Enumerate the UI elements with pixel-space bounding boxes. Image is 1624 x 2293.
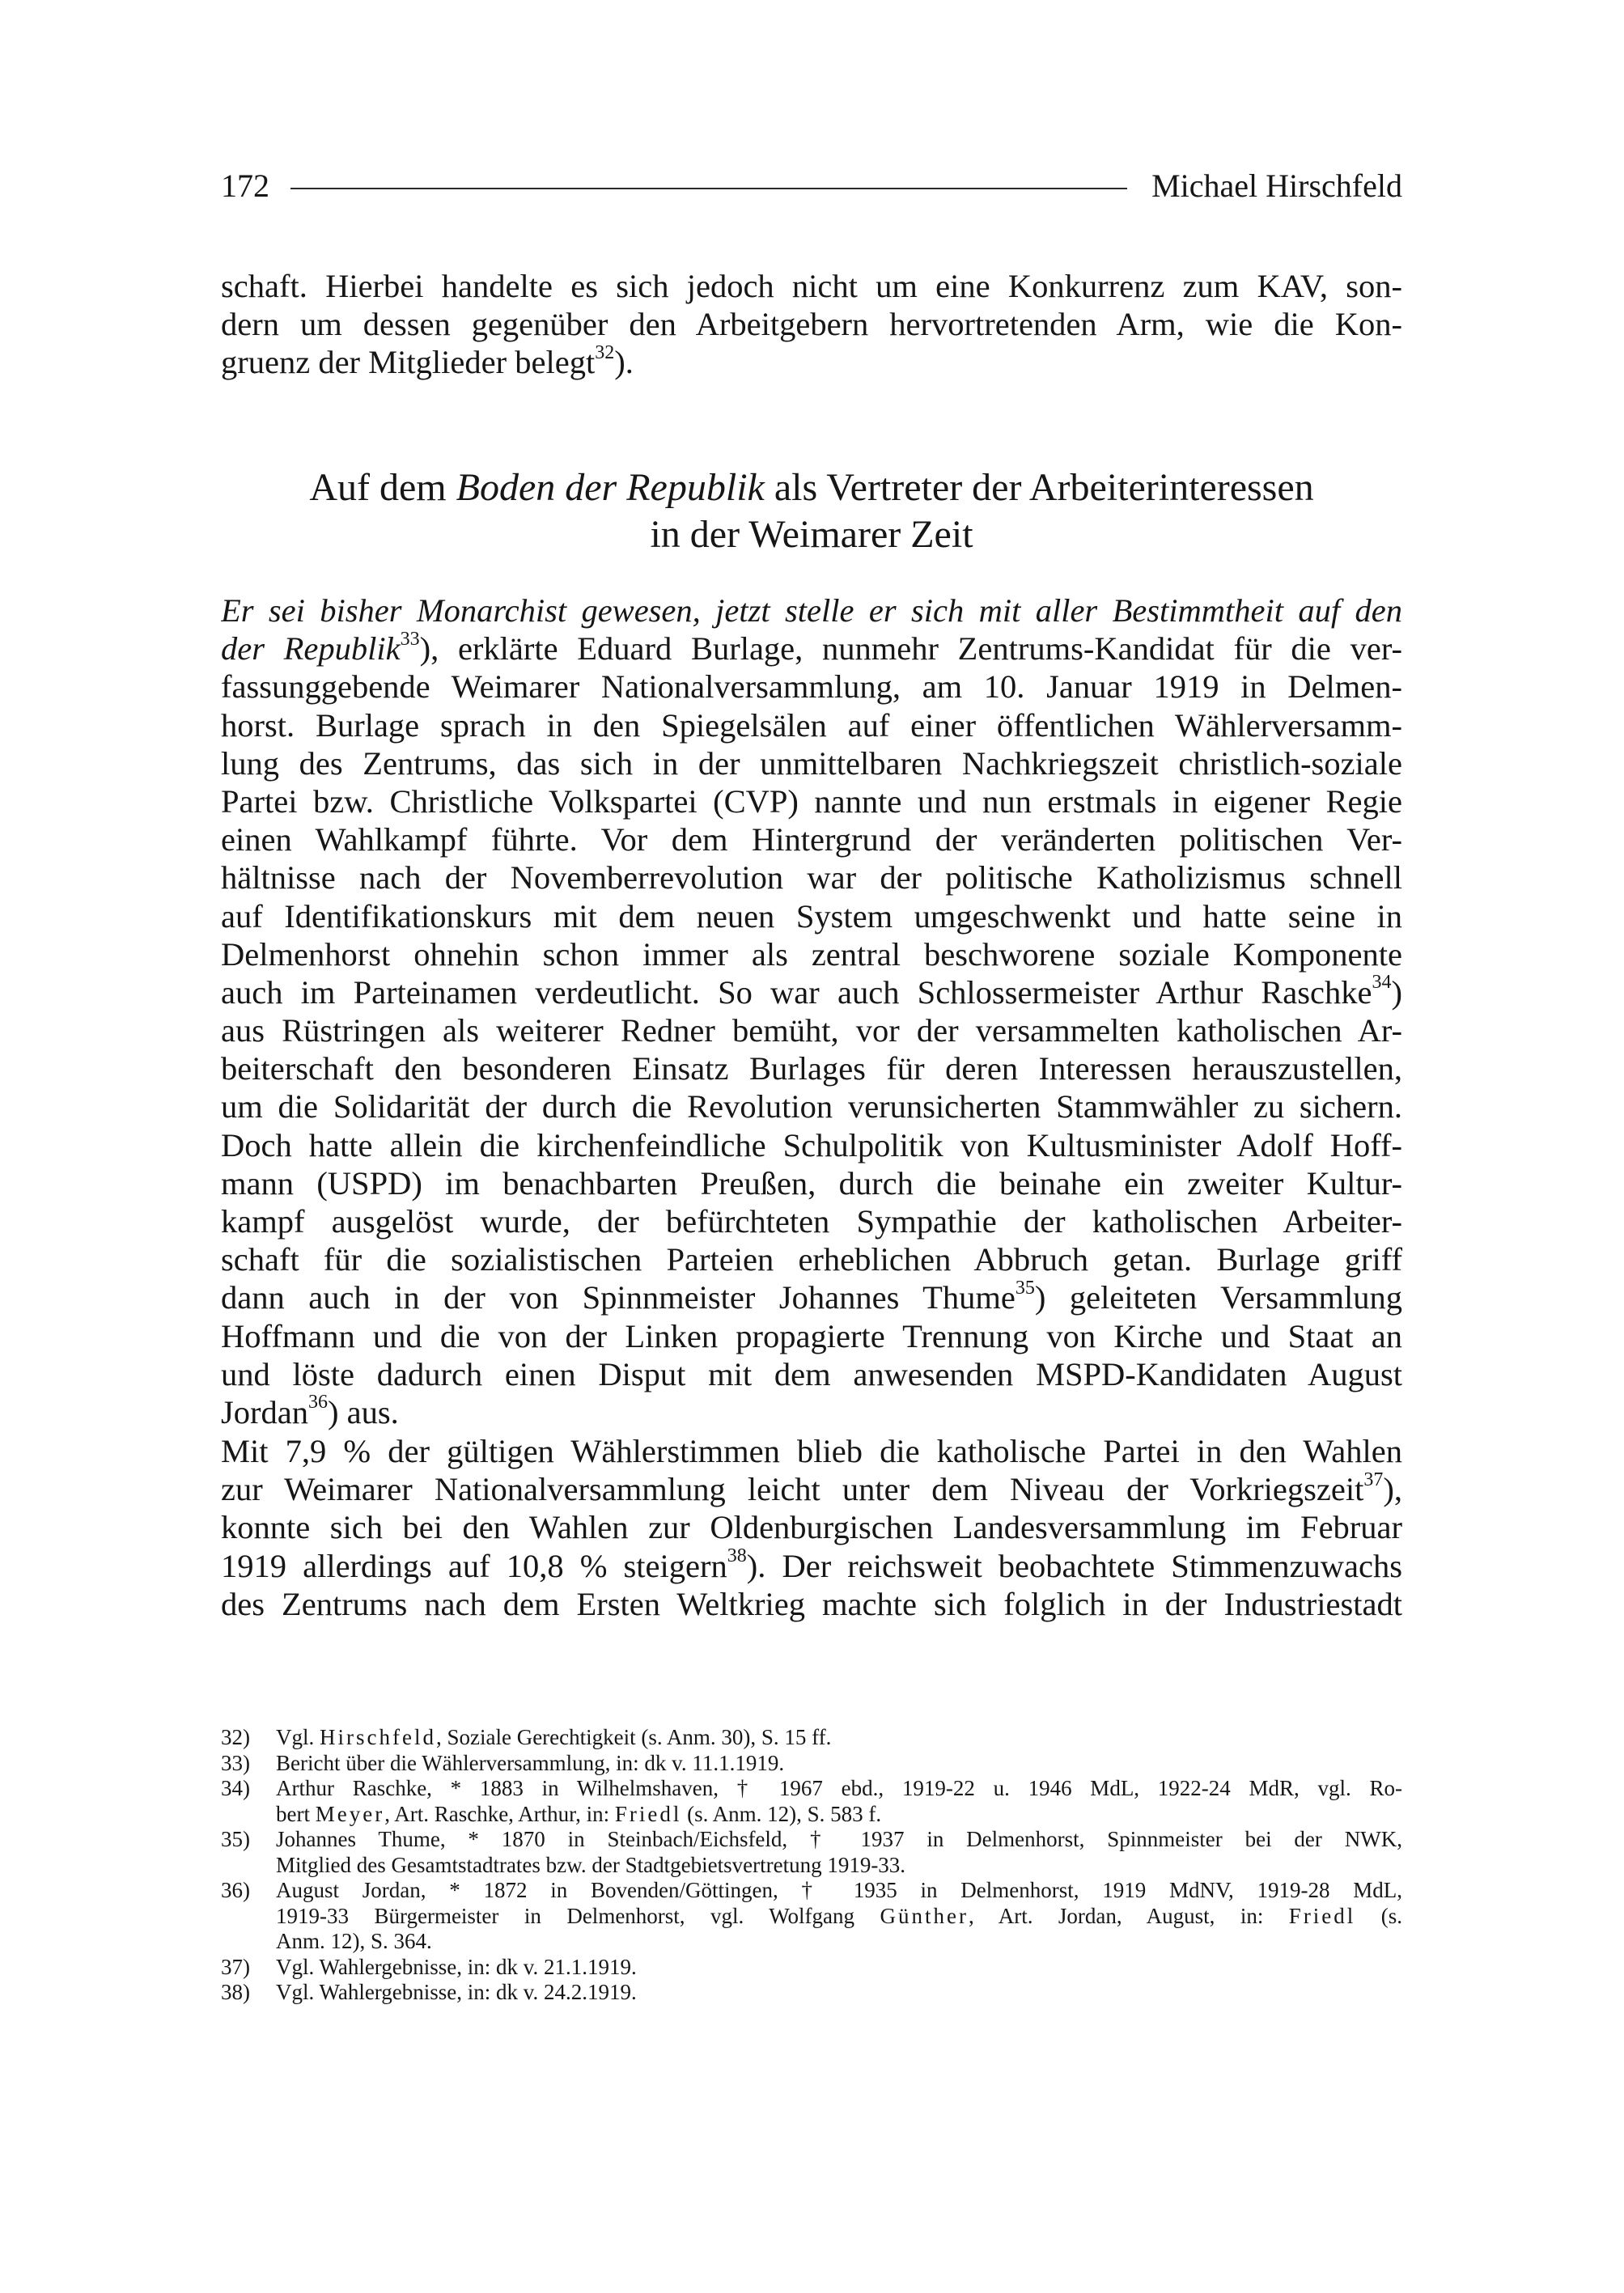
paragraph-continuation [221, 267, 1402, 382]
text-line: zur Weimarer Nationalversammlung leicht unter dem Niveau der Vorkriegszeit$^{37}$), [221, 1470, 1402, 1508]
page-number: 172 [221, 167, 269, 204]
text-line: gruenz der Mitglieder belegt$^{32}$). [221, 343, 634, 381]
footnote-35: 35) Johannes Thume, * 1870 in Steinbach/Eichsfeld, † 1937 in Delmenhorst, Spinnmeister bei der NWK, Mitglied des Gesamtstadtrates bzw. der Stadtgebietsvertretung 1919-33. [221, 1827, 1402, 1877]
text-line: schaft für die sozialistischen Parteien erheblichen Abbruch getan. Burlage griff [221, 1241, 1402, 1278]
text-line: der Republik$^{33}$), erklärte Eduard Burlage, nunmehr Zentrums-Kandidat für die ver- [221, 629, 1402, 668]
footnote-ref-38: 38 [727, 1546, 747, 1567]
paragraph-main [221, 591, 1402, 1431]
text-line: hältnisse nach der Novemberrevolution war der politische Katholizismus schnell [221, 859, 1402, 896]
text-line: auch im Parteinamen verdeutlicht. So war auch Schlossermeister Arthur Raschke$^{34}$) [221, 973, 1402, 1011]
text-line: fassunggebende Weimarer Nationalversammlung, am 10. Januar 1919 in Delmen- [221, 668, 1402, 706]
text-line: um die Solidarität der durch die Revolution verunsicherten Stammwähler zu sichern. [221, 1088, 1402, 1125]
text-line: des Zentrums nach dem Ersten Weltkrieg machte sich folglich in der Industriestadt [221, 1585, 1402, 1622]
text-line: Jordan$^{36}$) aus. [221, 1392, 399, 1430]
text-line: kampf ausgelöst wurde, der befürchteten Sympathie der katholischen Arbeiter- [221, 1203, 1402, 1240]
heading-italic: Boden der Republik [456, 466, 765, 509]
footnote-ref-35: 35 [1015, 1278, 1035, 1299]
text-line: horst. Burlage sprach in den Spiegelsälen auf einer öffentlichen Wählerversamm- [221, 706, 1402, 744]
running-head [221, 167, 1402, 206]
text-line: einen Wahlkampf führte. Vor dem Hintergrund der veränderten politischen Ver- [221, 821, 1402, 858]
text-line: dann auch in der von Spinnmeister Johannes Thume$^{35}$) geleiteten Versammlung [221, 1278, 1402, 1316]
text-line: aus Rüstringen als weiterer Redner bemüht, vor der versammelten katholischen Ar- [221, 1012, 1402, 1049]
footnote-ref-34: 34 [1372, 973, 1392, 994]
text-line: mann (USPD) im benachbarten Preußen, durch die beinahe ein zweiter Kultur- [221, 1164, 1402, 1202]
text-line: Hoffmann und die von der Linken propagierte Trennung von Kirche und Staat an [221, 1317, 1402, 1354]
text-line: Partei bzw. Christliche Volkspartei (CVP) nannte und nun erstmals in eigener Regie [221, 782, 1402, 820]
section-heading: Auf dem Boden der Republik als Vertreter der Arbeiterinteressen in der Weimarer Zeit [309, 466, 1314, 556]
text-line: konnte sich bei den Wahlen zur Oldenburgischen Landesversammlung im Februar [221, 1509, 1402, 1546]
text-line: 1919 allerdings auf 10,8 % steigern$^{38}$). Der reichsweit beobachtete Stimmenzuwachs [221, 1546, 1402, 1584]
footnote-32: 32) Vgl. Hirschfeld, Soziale Gerechtigkeit (s. Anm. 30), S. 15 ff. [221, 1725, 832, 1749]
footnote-34: 34) Arthur Raschke, * 1883 in Wilhelmshaven, † 1967 ebd., 1919-22 u. 1946 MdL, 1922-24 MdR, vgl. Ro- bert Meyer, Art. Raschke, Arthur, in: Friedl (s. Anm. 12), S. 583 f. [221, 1776, 1402, 1826]
text-line: Mit 7,9 % der gültigen Wählerstimmen blieb die katholische Partei in den Wahlen [221, 1433, 1402, 1469]
footnote-37: 37) Vgl. Wahlergebnisse, in: dk v. 21.1.1919. [221, 1954, 637, 1979]
text-line: dern um dessen gegenüber den Arbeitgebern hervortretenden Arm, wie die Kon- [221, 306, 1402, 343]
text-line: lung des Zentrums, das sich in der unmittelbaren Nachkriegszeit christlich-soziale [221, 744, 1402, 782]
footnote-ref-36: 36 [307, 1392, 328, 1414]
text-line: und löste dadurch einen Disput mit dem anwesenden MSPD-Kandidaten August [221, 1355, 1402, 1392]
text-line: Delmenhorst ohnehin schon immer als zentral beschworene soziale Komponente [221, 935, 1402, 973]
paragraph-election [221, 1432, 1402, 1623]
text-line: auf Identifikationskurs mit dem neuen System umgeschwenkt und hatte seine in [221, 897, 1402, 935]
footnote-33: 33) Bericht über die Wählerversammlung, in: dk v. 11.1.1919. [221, 1750, 785, 1775]
text-line: Doch hatte allein die kirchenfeindliche Schulpolitik von Kultusminister Adolf Hoff- [221, 1126, 1402, 1163]
text-line: schaft. Hierbei handelte es sich jedoch nicht um eine Konkurrenz zum KAV, son- [221, 268, 1402, 304]
footnote-ref-37: 37 [1363, 1470, 1384, 1490]
footnotes [221, 1725, 1402, 2006]
footnote-ref-33: 33 [400, 629, 420, 650]
text-line: Er sei bisher Monarchist gewesen, jetzt stelle er sich mit aller Bestimmtheit auf den [221, 592, 1402, 629]
header-rule [290, 188, 1127, 189]
footnote-36: 36) August Jordan, * 1872 in Bovenden/Göttingen, † 1935 in Delmenhorst, 1919 MdNV, 1919-28 MdL, 1919-33 Bürgermeister in Delmenhorst, vgl. Wolfgang Günther, Art. Jordan, August, in: Friedl (s. Anm. 12), S. 364. [221, 1878, 1402, 1953]
text-line: beiterschaft den besonderen Einsatz Burlages für deren Interessen herauszustellen, [221, 1050, 1402, 1087]
footnote-ref-32: 32 [595, 343, 615, 363]
footnote-38: 38) Vgl. Wahlergebnisse, in: dk v. 24.2.1919. [221, 1980, 637, 2004]
running-head-author: Michael Hirschfeld [1151, 167, 1402, 204]
